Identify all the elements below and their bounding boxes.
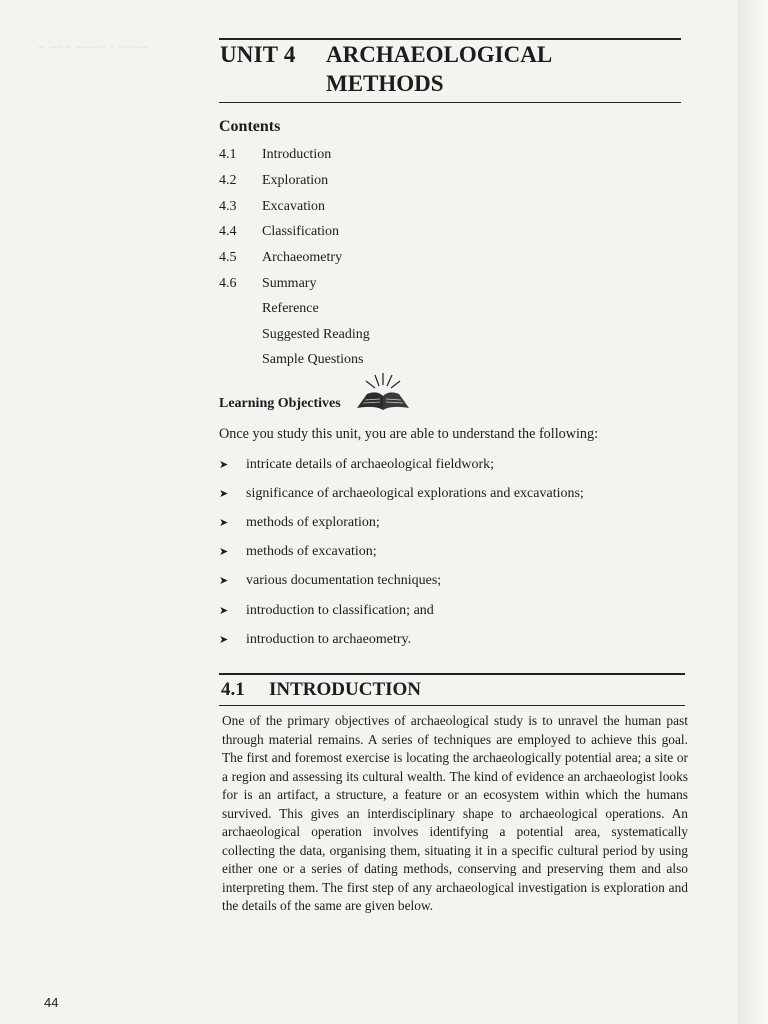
contents-item-number: 4.3 <box>219 199 237 214</box>
arrow-bullet-icon: ➤ <box>219 517 229 529</box>
unit-title-line2: METHODS <box>326 71 444 96</box>
unit-title-line1: ARCHAEOLOGICAL <box>326 42 553 67</box>
introduction-paragraph: One of the primary objectives of archaeological study is to unravel the human past through material remains. A series of techniques are employed to achieve this goal. The first and foremost exercise is locating the archaeologically potential area; a site or a region and assessing its cultural wealth. The kind of evidence an archaeologist looks for is an artifact, a structure, a feature or an ecosystem within which the humans survived. This gives an interdisciplinary shape to archaeological operations. An archaeological operation involves identifying a potential area, systematically collecting the data, organising them, situating it in a specific cultural period by using either one or a series of dating methods, conserving and preserving them and also interpreting them. The first step of any archaeological investigation is exploration and the details of the same are given below. <box>222 713 688 913</box>
objective-text: methods of excavation; <box>246 544 377 559</box>
learning-objectives-heading: Learning Objectives <box>219 396 341 411</box>
contents-item-number: 4.2 <box>219 173 237 188</box>
page-number: 44 <box>44 995 59 1010</box>
objective-text: various documentation techniques; <box>246 573 442 588</box>
contents-item-number: 4.6 <box>219 276 237 291</box>
arrow-bullet-icon: ➤ <box>219 459 229 471</box>
contents-item-label: Summary <box>262 276 317 291</box>
arrow-bullet-icon: ➤ <box>219 605 229 617</box>
contents-item-number: 4.4 <box>219 224 237 239</box>
unit-number: UNIT 4 <box>220 42 296 67</box>
arrow-bullet-icon: ➤ <box>219 488 229 500</box>
objective-text: significance of archaeological explorations and excavations; <box>246 486 584 501</box>
contents-item-number: 4.1 <box>219 147 237 162</box>
contents-item-label: Suggested Reading <box>262 327 370 342</box>
page-edge <box>738 0 768 1024</box>
section-number: 4.1 <box>221 679 245 700</box>
unit-heading <box>219 38 681 103</box>
contents-item-label: Sample Questions <box>262 352 364 367</box>
contents-item-label: Introduction <box>262 147 332 162</box>
arrow-bullet-icon: ➤ <box>219 546 229 558</box>
objective-text: introduction to archaeometry. <box>246 632 412 647</box>
contents-item-label: Archaeometry <box>262 250 343 265</box>
contents-item-label: Excavation <box>262 199 325 214</box>
contents-item-label: Reference <box>262 301 319 316</box>
show-through-text: ~ ~~~ ~~~~ · ~~~~ · · <box>38 40 167 54</box>
section-heading <box>219 673 685 706</box>
contents-item-label: Exploration <box>262 173 329 188</box>
contents-item-label: Classification <box>262 224 339 239</box>
objective-text: methods of exploration; <box>246 515 380 530</box>
objective-text: introduction to classification; and <box>246 603 434 618</box>
open-book-icon <box>353 372 413 414</box>
contents-item-number: 4.5 <box>219 250 237 265</box>
contents-heading: Contents <box>219 118 281 135</box>
objectives-intro: Once you study this unit, you are able to understand the following: <box>219 426 599 442</box>
objective-text: intricate details of archaeological fieldwork; <box>246 457 495 472</box>
arrow-bullet-icon: ➤ <box>219 575 229 587</box>
section-title: INTRODUCTION <box>269 679 422 700</box>
arrow-bullet-icon: ➤ <box>219 634 229 646</box>
